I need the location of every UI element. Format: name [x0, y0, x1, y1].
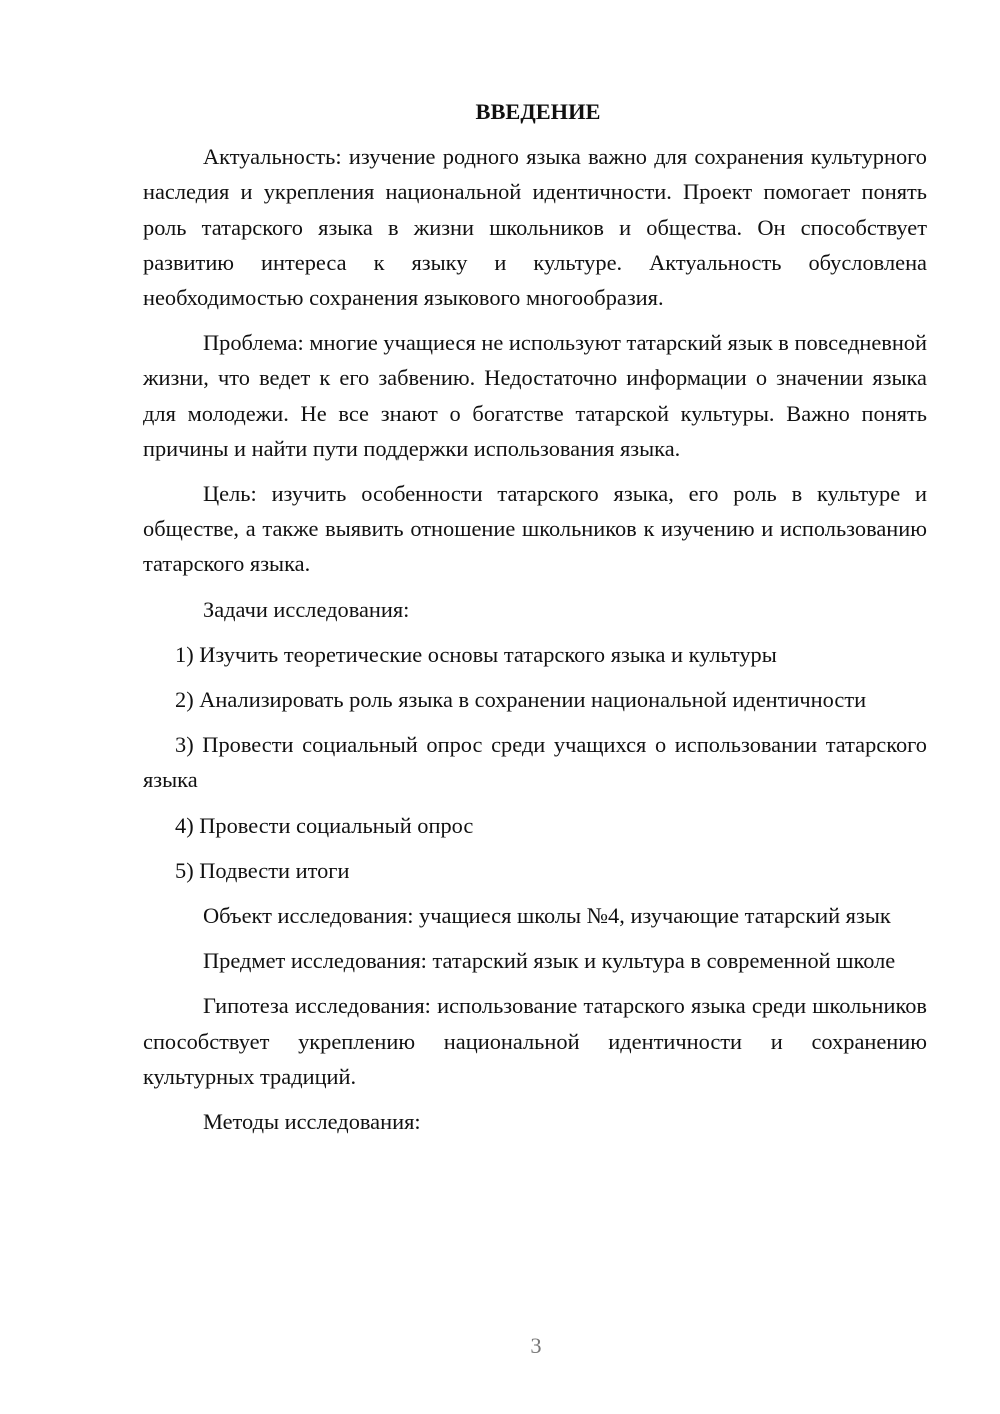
- task-item-4: 4) Провести социальный опрос: [175, 812, 474, 838]
- task-item-1: 1) Изучить теоретические основы татарского языка и культуры: [175, 641, 777, 667]
- paragraph-goal: Цель: изучить особенности татарского языка, его роль в культуре и обществе, а также выявить отношение школьников к изучению и использованию татарского языка.: [143, 481, 927, 577]
- paragraph-tasks-heading: Задачи исследования:: [203, 596, 410, 622]
- paragraph-problem: Проблема: многие учащиеся не используют татарский язык в повседневной жизни, что ведет к его забвению. Недостаточно информации о значении языка для молодежи. Не все знают о богатстве татарской культуры. Важно понять причины и найти пути поддержки использования языка.: [143, 330, 927, 461]
- paragraph-relevance: Актуальность: изучение родного языка важно для сохранения культурного наследия и укрепления национальной идентичности. Проект помогает понять роль татарского языка в жизни школьников и общества. Он способствует развитию интереса к языку и культуре. Актуальность обусловлена необходимостью сохранения языкового многообразия.: [143, 144, 927, 311]
- task-item-3: 3) Провести социальный опрос среди учащихся о использовании татарского языка: [143, 732, 927, 793]
- task-item-2: 2) Анализировать роль языка в сохранении национальной идентичности: [175, 687, 867, 713]
- document-body: [143, 94, 927, 1149]
- paragraph-methods: Методы исследования:: [203, 1109, 421, 1135]
- paragraph-subject: Предмет исследования: татарский язык и культура в современной школе: [203, 948, 896, 974]
- section-title: ВВЕДЕНИЕ: [475, 99, 601, 124]
- paragraph-object: Объект исследования: учащиеся школы №4, изучающие татарский язык: [203, 903, 891, 929]
- paragraph-hypothesis: Гипотеза исследования: использование татарского языка среди школьников способствует укреплению национальной идентичности и сохранению культурных традиций.: [143, 993, 927, 1089]
- page-number: 3: [530, 1333, 542, 1358]
- task-item-5: 5) Подвести итоги: [175, 857, 350, 883]
